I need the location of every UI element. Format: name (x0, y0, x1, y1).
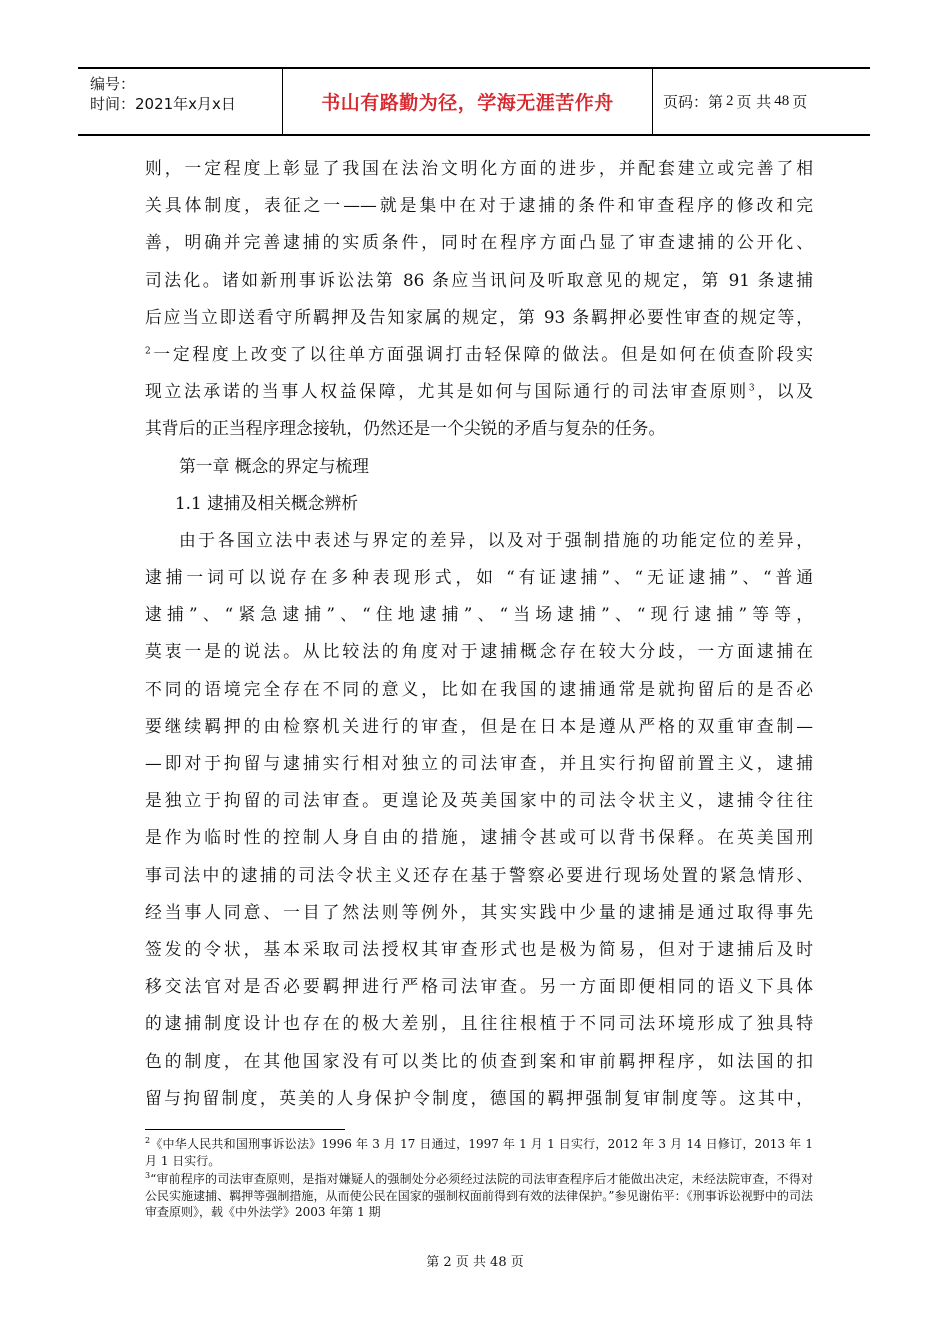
text-line: 后应当立即送看守所羁押及告知家属的规定，第 93 条羁押必要性审查的规定等， (145, 306, 813, 327)
text-line: 色的制度，在其他国家没有可以类比的侦查到案和审前羁押程序，如法国的扣 (145, 1050, 813, 1071)
text-line: 签发的令状，基本采取司法授权其审查形式也是极为简易，但对于逮捕后及时 (145, 938, 813, 959)
page-header (78, 67, 870, 136)
text-line: 移交法官对是否必要羁押进行严格司法审查。另一方面即便相同的语义下具体 (145, 976, 813, 997)
page-current: 2 (726, 93, 734, 109)
footnote-ref: 2 (145, 346, 151, 357)
body-text (145, 150, 813, 1117)
footnote-ref: 3 (748, 383, 755, 394)
text-line: 逮捕”、“紧急逮捕”、“住地逮捕”、“当场逮捕”、“现行逮捕”等等， (145, 604, 813, 625)
text-line: 要继续羁押的由检察机关进行的审查，但是在日本是遵从严格的双重审查制— (145, 715, 813, 736)
text-line: 的逮捕制度设计也存在的极大差别，且往往根植于不同司法环境形成了独具特 (145, 1013, 813, 1034)
text-line: —即对于拘留与逮捕实行相对独立的司法审查，并且实行拘留前置主义，逮捕 (145, 753, 813, 773)
page-suffix: 页 (792, 93, 808, 111)
text-line: 司法化。诸如新刑事诉讼法第 86 条应当讯问及听取意见的规定，第 91 条逮捕 (145, 269, 813, 290)
footnote-item (145, 1171, 813, 1221)
footnote-text: “审前程序的司法审查原则，是指对嫌疑人的强制处分必须经过法院的司法审查程序后才能做出决定，未经法院审查，不得对公民实施逮捕、羁押等强制措施，从而使公民在国家的强制权面前得到有效的法律保护。”参见谢佑平：《刑事诉讼视野中的司法审查原则》，载《中外法学》2003 年第 1 期 (145, 1172, 813, 1219)
text-line (145, 336, 813, 373)
footnote-number: 3 (145, 1171, 151, 1180)
text-line: 经当事人同意、一目了然法则等例外，其实实践中少量的逮捕是通过取得事先 (145, 901, 813, 922)
text-line: 善，明确并完善逮捕的实质条件，同时在程序方面凸显了审查逮捕的公开化、 (145, 232, 813, 253)
text-line: 关具体制度，表征之一——就是集中在对于逮捕的条件和审查程序的修改和完 (145, 195, 813, 216)
text-line: 是作为临时性的控制人身自由的措施，逮捕令甚或可以背书保释。在英美国刑 (145, 827, 813, 848)
text-line: 是独立于拘留的司法审查。更遑论及英美国家中的司法令状主义，逮捕令往往 (145, 790, 813, 811)
footnotes (145, 1136, 813, 1223)
text-line: 则，一定程度上彰显了我国在法治文明化方面的进步，并配套建立或完善了相 (145, 158, 813, 178)
chapter-heading: 第一章 概念的界定与梳理 (179, 455, 369, 476)
footnote-number: 2 (145, 1136, 151, 1145)
text-line-content: 一定程度上改变了以往单方面强调打击轻保障的做法。但是如何在侦查阶段实 (150, 343, 813, 364)
text-line (145, 373, 813, 410)
page-footer: 第 2 页 共 48 页 (426, 1255, 524, 1270)
footnote-text: 《中华人民共和国刑事诉讼法》1996 年 3 月 17 日通过，1997 年 1 月 1 日实行，2012 年 3 月 14 日修订，2013 年 1 月 1 日实行。 (145, 1137, 813, 1168)
text-line: 莫衷一是的说法。从比较法的角度对于逮捕概念存在较大分歧，一方面逮捕在 (145, 641, 813, 662)
header-meta (78, 69, 283, 134)
section-heading: 1.1 逮捕及相关概念辨析 (175, 492, 359, 513)
header-page-number (653, 69, 870, 134)
text-line-content: ，以及 (754, 381, 813, 402)
header-motto: 书山有路勤为径，学海无涯苦作舟 (283, 69, 653, 134)
text-line-content: 现立法承诺的当事人权益保障，尤其是如何与国际通行的司法审查原则 (145, 381, 749, 402)
page-total: 48 (774, 93, 790, 109)
page-mid: 页 共 (736, 93, 772, 111)
text-line: 事司法中的逮捕的司法令状主义还存在基于警察必要进行现场处置的紧急情形、 (145, 864, 813, 885)
page-prefix: 页码：第 (663, 93, 724, 111)
code-label: 编号： (90, 75, 136, 93)
footnote-divider (145, 1129, 345, 1130)
text-line: 由于各国立法中表述与界定的差异，以及对于强制措施的功能定位的差异， (179, 529, 813, 550)
text-line: 留与拘留制度，英美的人身保护令制度，德国的羁押强制复审制度等。这其中， (145, 1087, 813, 1108)
time-label: 时间：2021年x月x日 (90, 95, 236, 113)
footnote-item (145, 1136, 813, 1169)
text-line: 其背后的正当程序理念接轨，仍然还是一个尖锐的矛盾与复杂的任务。 (145, 418, 666, 439)
text-line: 不同的语境完全存在不同的意义，比如在我国的逮捕通常是就拘留后的是否必 (145, 678, 813, 699)
text-line: 逮捕一词可以说存在多种表现形式，如 “有证逮捕”、“无证逮捕”、“普通 (145, 567, 813, 588)
